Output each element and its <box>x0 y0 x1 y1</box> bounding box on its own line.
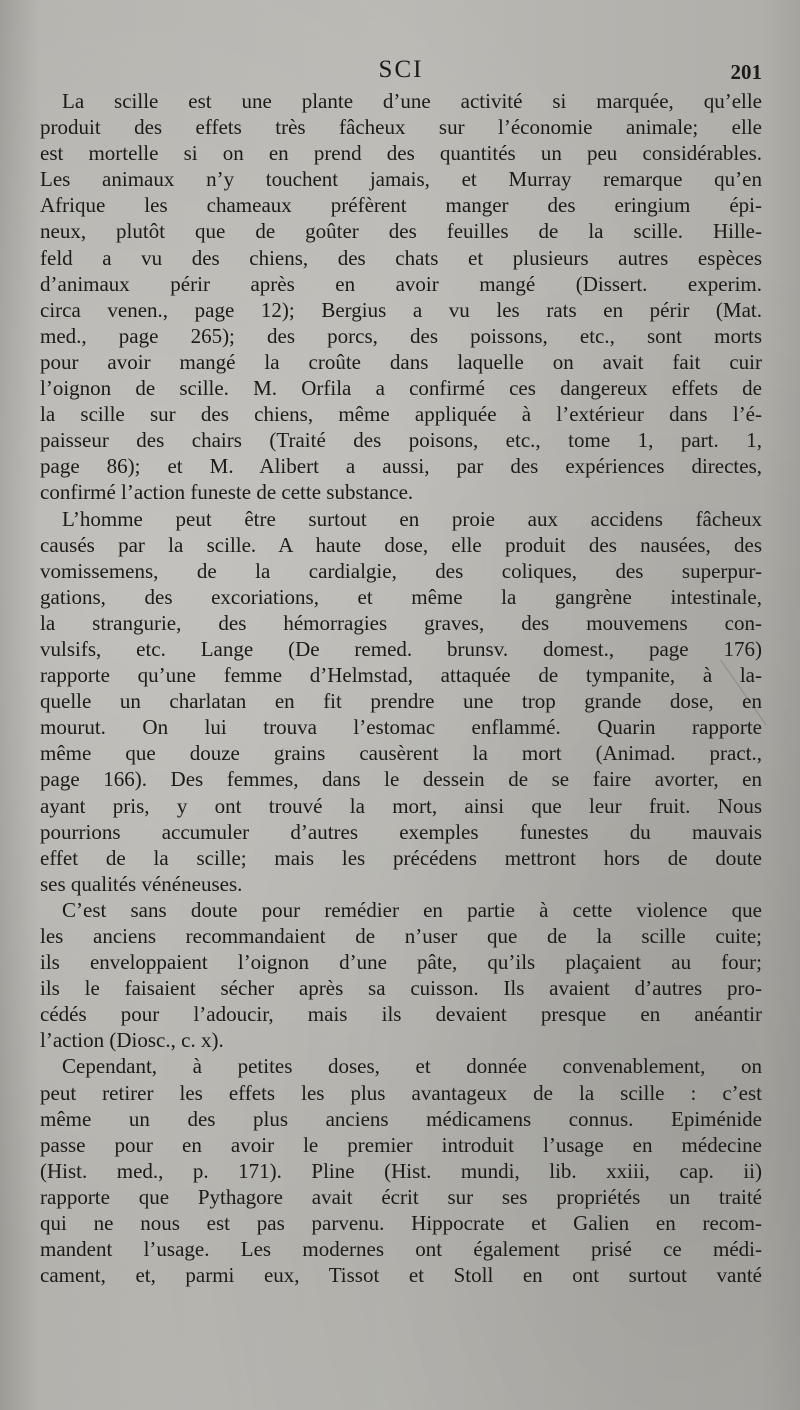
text-line: peut retirer les effets les plus avantageux de la scille : c’est <box>40 1080 762 1105</box>
text-line: page 166). Des femmes, dans le dessein de se faire avorter, en <box>40 767 762 792</box>
text-line: vulsifs, etc. Lange (De remed. brunsv. domest., page 176) <box>40 636 762 661</box>
text-line: d’animaux périr après en avoir mangé (Dissert. experim. <box>40 271 762 296</box>
text-line: ils le faisaient sécher après sa cuisson. Ils avaient d’autres pro- <box>40 976 762 1001</box>
page-number: 201 <box>730 60 762 84</box>
text-line: Afrique les chameaux préfèrent manger des eringium épi- <box>40 193 762 218</box>
text-line: l’action (Diosc., c. x). <box>40 1028 224 1053</box>
text-line: Cependant, à petites doses, et donnée convenablement, on <box>62 1054 762 1079</box>
text-line: paisseur des chairs (Traité des poisons, etc., tome 1, part. 1, <box>40 428 762 453</box>
text-line: L’homme peut être surtout en proie aux accidens fâcheux <box>62 506 762 531</box>
text-line: gations, des excoriations, et même la gangrène intestinale, <box>40 584 762 609</box>
text-line: passe pour en avoir le premier introduit l’usage en médecine <box>40 1132 762 1157</box>
text-line: rapporte que Pythagore avait écrit sur ses propriétés un traité <box>40 1184 762 1209</box>
text-line: feld a vu des chiens, des chats et plusieurs autres espèces <box>40 245 762 270</box>
text-line: med., page 265); des porcs, des poissons, etc., sont morts <box>40 323 762 348</box>
text-line: (Hist. med., p. 171). Pline (Hist. mundi, lib. xxiii, cap. ii) <box>40 1158 762 1183</box>
text-line: même que douze grains causèrent la mort (Animad. pract., <box>40 741 762 766</box>
text-line: la scille sur des chiens, même appliquée à l’extérieur dans l’é- <box>40 402 762 427</box>
text-line: produit des effets très fâcheux sur l’économie animale; elle <box>40 115 762 140</box>
text-line: page 86); et M. Alibert a aussi, par des expériences directes, <box>40 454 762 479</box>
text-line: La scille est une plante d’une activité si marquée, qu’elle <box>62 89 762 113</box>
text-line: qui ne nous est pas parvenu. Hippocrate et Galien en recom- <box>40 1211 762 1236</box>
text-line: ses qualités vénéneuses. <box>40 871 243 896</box>
text-line: neux, plutôt que de goûter des feuilles de la scille. Hille- <box>40 219 762 244</box>
text-line: circa venen., page 12); Bergius a vu les rats en périr (Mat. <box>40 297 762 322</box>
body-text <box>40 88 762 1288</box>
text-line: la strangurie, des hémorragies graves, des mouvemens con- <box>40 610 762 635</box>
text-line: les anciens recommandaient de n’user que de la scille cuite; <box>40 924 762 948</box>
text-line: même un des plus anciens médicamens connus. Epiménide <box>40 1106 762 1131</box>
text-line: causés par la scille. A haute dose, elle produit des nausées, des <box>40 532 762 557</box>
text-line: Les animaux n’y touchent jamais, et Murray remarque qu’en <box>40 167 762 192</box>
text-line: ils enveloppaient l’oignon d’une pâte, qu’ils plaçaient au four; <box>40 950 762 975</box>
text-line: rapporte qu’une femme d’Helmstad, attaquée de tympanite, à la- <box>40 663 762 688</box>
text-line: C’est sans doute pour remédier en partie à cette violence que <box>62 897 762 922</box>
text-line: pourrions accumuler d’autres exemples funestes du mauvais <box>40 819 762 844</box>
text-line: ayant pris, y ont trouvé la mort, ainsi que leur fruit. Nous <box>40 793 762 818</box>
text-line: l’oignon de scille. M. Orfila a confirmé ces dangereux effets de <box>40 376 762 401</box>
running-head-title: SCI <box>378 56 424 83</box>
text-line: vomissemens, de la cardialgie, des coliques, des superpur- <box>40 558 762 583</box>
text-line: mandent l’usage. Les modernes ont également prisé ce médi- <box>40 1237 762 1262</box>
text-line: mourut. On lui trouva l’estomac enflammé. Quarin rapporte <box>40 715 762 740</box>
running-head <box>40 56 762 88</box>
text-line: pour avoir mangé la croûte dans laquelle on avait fait cuir <box>40 349 762 374</box>
text-line: effet de la scille; mais les précédens mettront hors de doute <box>40 845 762 870</box>
text-line: quelle un charlatan en fit prendre une trop grande dose, en <box>40 689 762 714</box>
text-line: cédés pour l’adoucir, mais ils devaient presque en anéantir <box>40 1002 762 1027</box>
text-line: est mortelle si on en prend des quantités un peu considérables. <box>40 141 762 166</box>
text-line: cament, et, parmi eux, Tissot et Stoll en ont surtout vanté <box>40 1263 762 1288</box>
text-line: confirmé l’action funeste de cette substance. <box>40 480 414 505</box>
